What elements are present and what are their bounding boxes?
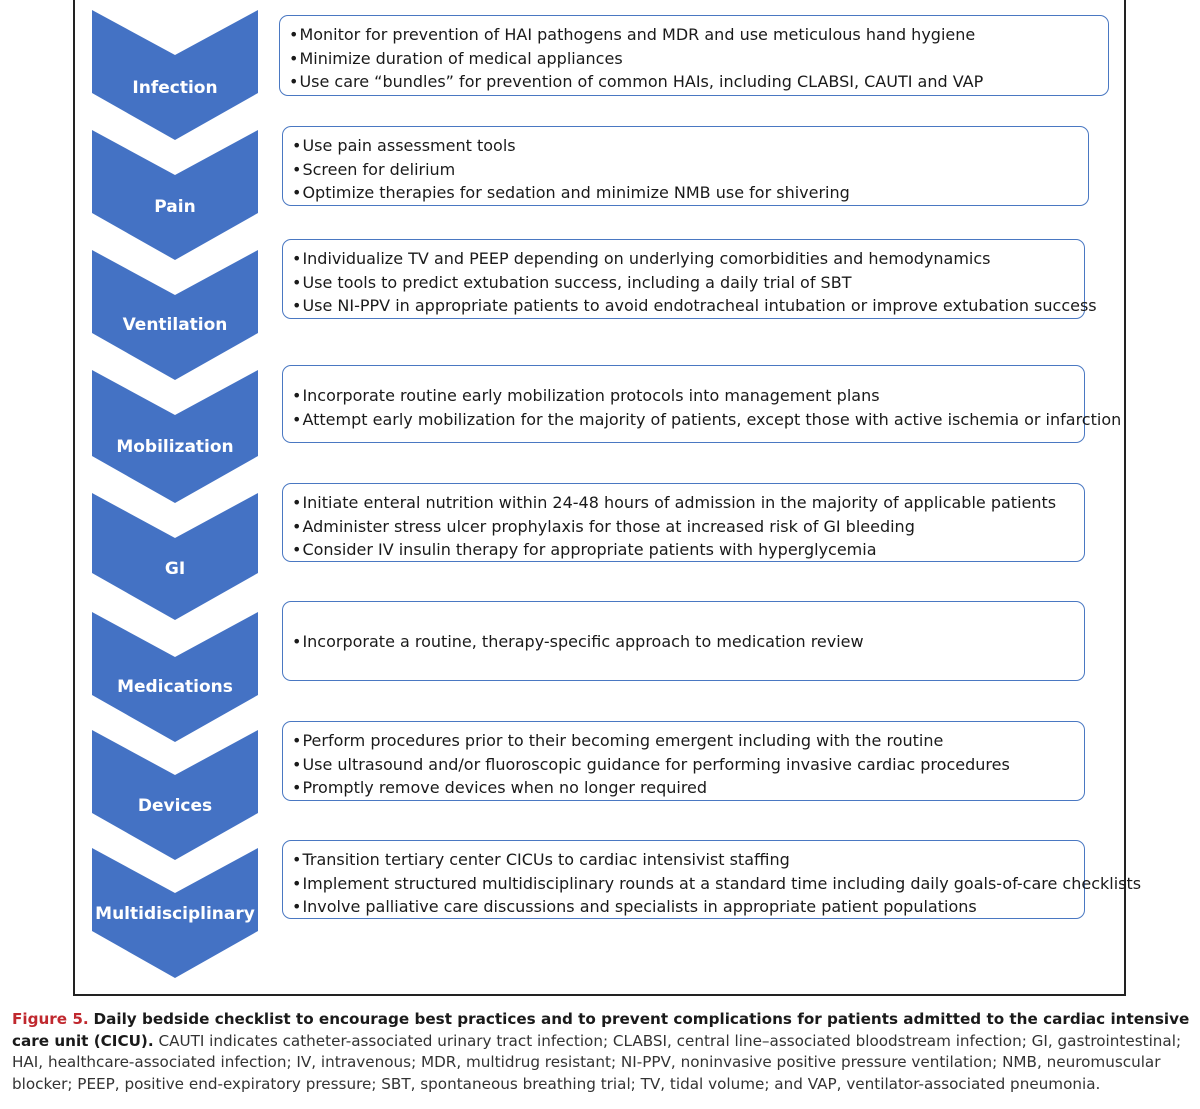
checklist-item: • Incorporate a routine, therapy-specific approach to medication review (292, 630, 1074, 654)
checklist-item: • Use tools to predict extubation success, including a daily trial of SBT (292, 271, 1074, 295)
figure-label: Figure 5. (12, 1010, 89, 1028)
checklist-item: • Perform procedures prior to their becoming emergent including with the routine (292, 729, 1074, 753)
figure-caption (12, 1009, 1192, 1095)
figure-abbreviations: CAUTI indicates catheter-associated urinary tract infection; CLABSI, central line–associated bloodstream infection; GI, gastrointestinal; HAI, healthcare-associated infection; IV, intravenous; MDR, multidrug resistant; NI-PPV, noninvasive positive pressure ventilation; NMB, neuromuscular blocker; PEEP, positive end-expiratory pressure; SBT, spontaneous breathing trial; TV, tidal volume; and VAP, ventilator-associated pneumonia. (12, 1031, 1182, 1093)
checklist-item: • Initiate enteral nutrition within 24-48 hours of admission in the majority of applicable patients (292, 491, 1074, 515)
step-label-multidisciplinary: Multidisciplinary (95, 904, 255, 924)
checklist-items (289, 20, 1098, 94)
checklist-items (292, 606, 1074, 654)
checklist-items (292, 845, 1142, 919)
step-label-infection: Infection (132, 78, 218, 98)
checklist-item: • Use care “bundles” for prevention of common HAIs, including CLABSI, CAUTI and VAP (289, 70, 1098, 94)
checklist-item: • Implement structured multidisciplinary rounds at a standard time including daily goals-of-care checklists (292, 872, 1074, 896)
chevron-devices (92, 730, 258, 860)
checklist-items (292, 131, 1078, 205)
checklist-items (292, 370, 1122, 431)
checklist-item: • Attempt early mobilization for the majority of patients, except those with active ischemia or infarction (292, 408, 1074, 432)
checklist-item: • Involve palliative care discussions and specialists in appropriate patient populations (292, 895, 1074, 919)
checklist-item: • Use NI-PPV in appropriate patients to avoid endotracheal intubation or improve extubation success (292, 294, 1074, 318)
checklist-box-medications (282, 601, 1085, 681)
checklist-item: • Screen for delirium (292, 158, 1078, 182)
step-label-devices: Devices (137, 796, 213, 816)
checklist-box-pain (282, 126, 1089, 206)
checklist-item: • Incorporate routine early mobilization protocols into management plans (292, 384, 1074, 408)
step-label-ventilation: Ventilation (122, 315, 228, 335)
checklist-item: • Consider IV insulin therapy for appropriate patients with hyperglycemia (292, 538, 1074, 562)
checklist-items (292, 488, 1074, 562)
chevron-gi (92, 493, 258, 620)
step-label-medications: Medications (117, 677, 233, 697)
chevron-infection (92, 10, 258, 140)
checklist-box-devices (282, 721, 1085, 801)
checklist-box-mobilization (282, 365, 1122, 443)
checklist-item: • Use ultrasound and/or fluoroscopic guidance for performing invasive cardiac procedures (292, 753, 1074, 777)
checklist-box-multidisciplinary (282, 840, 1142, 919)
checklist-item: • Monitor for prevention of HAI pathogens and MDR and use meticulous hand hygiene (289, 23, 1098, 47)
checklist-items (292, 726, 1074, 800)
checklist-item: • Minimize duration of medical appliances (289, 47, 1098, 71)
checklist-items (292, 244, 1097, 318)
checklist-item: • Administer stress ulcer prophylaxis for those at increased risk of GI bleeding (292, 515, 1074, 539)
checklist-item: • Optimize therapies for sedation and minimize NMB use for shivering (292, 181, 1078, 205)
figure-title: Daily bedside checklist to encourage best practices and to prevent complications for patients admitted to the cardiac intensive care unit (CICU). (12, 1010, 1190, 1050)
checklist-item: • Transition tertiary center CICUs to cardiac intensivist staffing (292, 848, 1074, 872)
checklist-box-gi (282, 483, 1085, 562)
step-label-mobilization: Mobilization (116, 437, 234, 457)
step-label-pain: Pain (154, 197, 196, 217)
chevron-pain (92, 130, 258, 260)
checklist-box-ventilation (282, 239, 1097, 319)
checklist-item: • Promptly remove devices when no longer required (292, 776, 1074, 800)
checklist-item: • Individualize TV and PEEP depending on underlying comorbidities and hemodynamics (292, 247, 1074, 271)
checklist-item: • Use pain assessment tools (292, 134, 1078, 158)
checklist-box-infection (279, 15, 1109, 96)
step-label-gi: GI (164, 559, 186, 579)
